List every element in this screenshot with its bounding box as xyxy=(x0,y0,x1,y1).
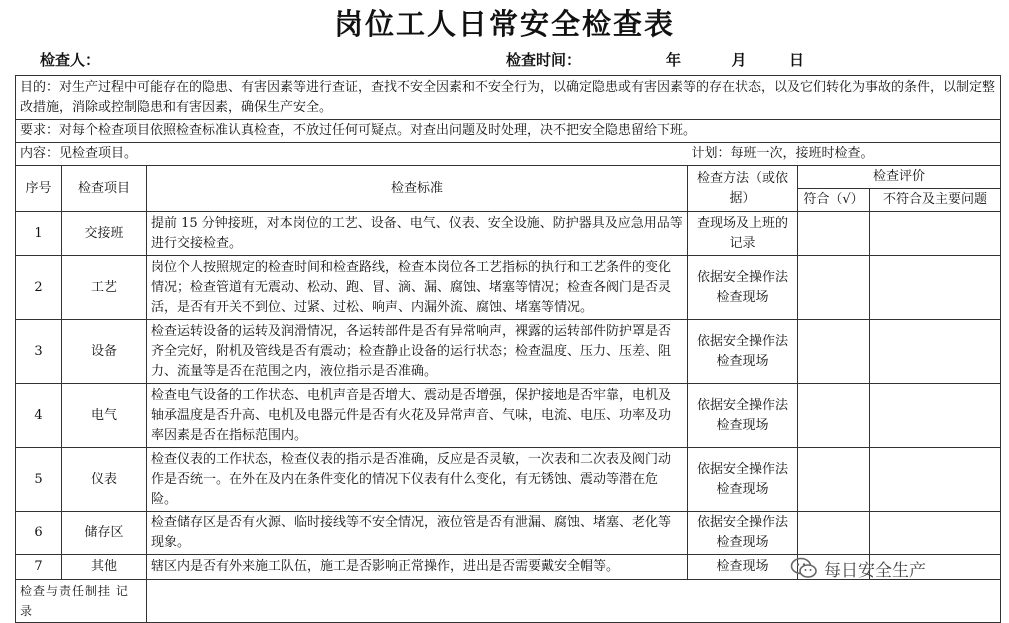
not-ok-cell[interactable] xyxy=(870,512,1001,555)
row-no: 3 xyxy=(16,320,62,384)
row-standard: 检查储存区是否有火源、临时接线等不安全情况，液位管是否有泄漏、腐蚀、堵塞、老化等现象。 xyxy=(147,512,688,555)
row-item: 储存区 xyxy=(62,512,147,555)
row-standard: 岗位个人按照规定的检查时间和检查路线，检查本岗位各工艺指标的执行和工艺条件的变化情况；检查管道有无震动、松动、跑、冒、滴、漏、腐蚀、堵塞等情况；检查各阀门是否灵活，是否有开关不到位、过紧、过松、响声、内漏外流、腐蚀、堵塞等情况。 xyxy=(147,256,688,320)
not-ok-cell[interactable] xyxy=(870,256,1001,320)
date-fields xyxy=(666,50,804,70)
row-item: 电气 xyxy=(62,384,147,448)
table-row xyxy=(16,448,1001,512)
not-ok-cell[interactable] xyxy=(870,448,1001,512)
row-method: 查现场及上班的记录 xyxy=(688,212,798,256)
ok-cell[interactable] xyxy=(798,212,870,256)
ok-cell[interactable] xyxy=(798,512,870,555)
row-item: 设备 xyxy=(62,320,147,384)
table-row xyxy=(16,384,1001,448)
row-no: 6 xyxy=(16,512,62,555)
row-no: 4 xyxy=(16,384,62,448)
header-evaluation: 检查评价 xyxy=(798,166,1001,189)
row-item: 其他 xyxy=(62,555,147,580)
inspector-label: 检查人： xyxy=(40,51,101,69)
purpose-text: 目的：对生产过程中可能存在的隐患、有害因素等进行查证，查找不安全因素和不安全行为，以确定隐患或有害因素等的存在状态，以及它们转化为事故的条件，以制定整改措施，消除或控制隐患和有害因素，确保生产安全。 xyxy=(16,76,1001,120)
watermark xyxy=(790,553,926,583)
row-standard: 辖区内是否有外来施工队伍，施工是否影响正常操作，进出是否需要戴安全帽等。 xyxy=(147,555,688,580)
footer-record-cell[interactable] xyxy=(147,580,1001,623)
row-method: 依据安全操作法检查现场 xyxy=(688,384,798,448)
row-no: 5 xyxy=(16,448,62,512)
wechat-icon xyxy=(790,556,818,580)
row-method: 依据安全操作法检查现场 xyxy=(688,512,798,555)
header-item: 检查项目 xyxy=(62,166,147,212)
row-standard: 检查仪表的工作状态，检查仪表的指示是否准确，反应是否灵敏，一次表和二次表及阀门动作是否统一。在外在及内在条件变化的情况下仪表有什么变化，有无锈蚀、震动等潜在危险。 xyxy=(147,448,688,512)
day-label: 日 xyxy=(788,51,804,69)
month-label: 月 xyxy=(731,51,747,69)
header-ok: 符合（√） xyxy=(798,189,870,212)
table-row xyxy=(16,512,1001,555)
ok-cell[interactable] xyxy=(798,320,870,384)
requirement-text: 要求：对每个检查项目依照检查标准认真检查，不放过任何可疑点。对查出问题及时处理，决不把安全隐患留给下班。 xyxy=(16,120,1001,143)
row-standard: 检查电气设备的工作状态、电机声音是否增大、震动是否增强，保护接地是否牢靠，电机及轴承温度是否升高、电机及电器元件是否有火花及异常声音、气味，电流、电压、功率及功率因素是否在指标范围内。 xyxy=(147,384,688,448)
header-method: 检查方法（或依据） xyxy=(688,166,798,212)
row-standard: 检查运转设备的运转及润滑情况，各运转部件是否有异常响声，裸露的运转部件防护罩是否齐全完好，附机及管线是否有震动；检查静止设备的运行状态；检查温度、压力、压差、阻力、流量等是否在范围之内，液位指示是否准确。 xyxy=(147,320,688,384)
row-standard: 提前 15 分钟接班，对本岗位的工艺、设备、电气、仪表、安全设施、防护器具及应急用品等进行交接检查。 xyxy=(147,212,688,256)
row-method: 依据安全操作法检查现场 xyxy=(688,320,798,384)
inspection-time-label: 检查时间： xyxy=(506,51,582,69)
year-label: 年 xyxy=(666,51,682,69)
not-ok-cell[interactable] xyxy=(870,212,1001,256)
row-method: 检查现场 xyxy=(688,555,798,580)
row-item: 仪表 xyxy=(62,448,147,512)
footer-label: 检查与责任制挂 记 录 xyxy=(16,580,147,623)
row-item: 工艺 xyxy=(62,256,147,320)
header-not-ok: 不符合及主要问题 xyxy=(870,189,1001,212)
content-text: 内容：见检查项目。 xyxy=(16,143,688,166)
plan-text: 计划：每班一次，接班时检查。 xyxy=(688,143,1001,166)
row-no: 1 xyxy=(16,212,62,256)
header-standard: 检查标准 xyxy=(147,166,688,212)
ok-cell[interactable] xyxy=(798,448,870,512)
not-ok-cell[interactable] xyxy=(870,320,1001,384)
row-item: 交接班 xyxy=(62,212,147,256)
footer-row xyxy=(16,580,1001,623)
table-row xyxy=(16,212,1001,256)
inspection-table xyxy=(15,75,1001,623)
header-no: 序号 xyxy=(16,166,62,212)
row-no: 2 xyxy=(16,256,62,320)
watermark-text: 每日安全生产 xyxy=(824,560,926,581)
page-title: 岗位工人日常安全检查表 xyxy=(333,7,675,41)
table-row xyxy=(16,320,1001,384)
ok-cell[interactable] xyxy=(798,384,870,448)
ok-cell[interactable] xyxy=(798,256,870,320)
not-ok-cell[interactable] xyxy=(870,384,1001,448)
row-no: 7 xyxy=(16,555,62,580)
table-row xyxy=(16,256,1001,320)
row-method: 依据安全操作法检查现场 xyxy=(688,256,798,320)
row-method: 依据安全操作法检查现场 xyxy=(688,448,798,512)
